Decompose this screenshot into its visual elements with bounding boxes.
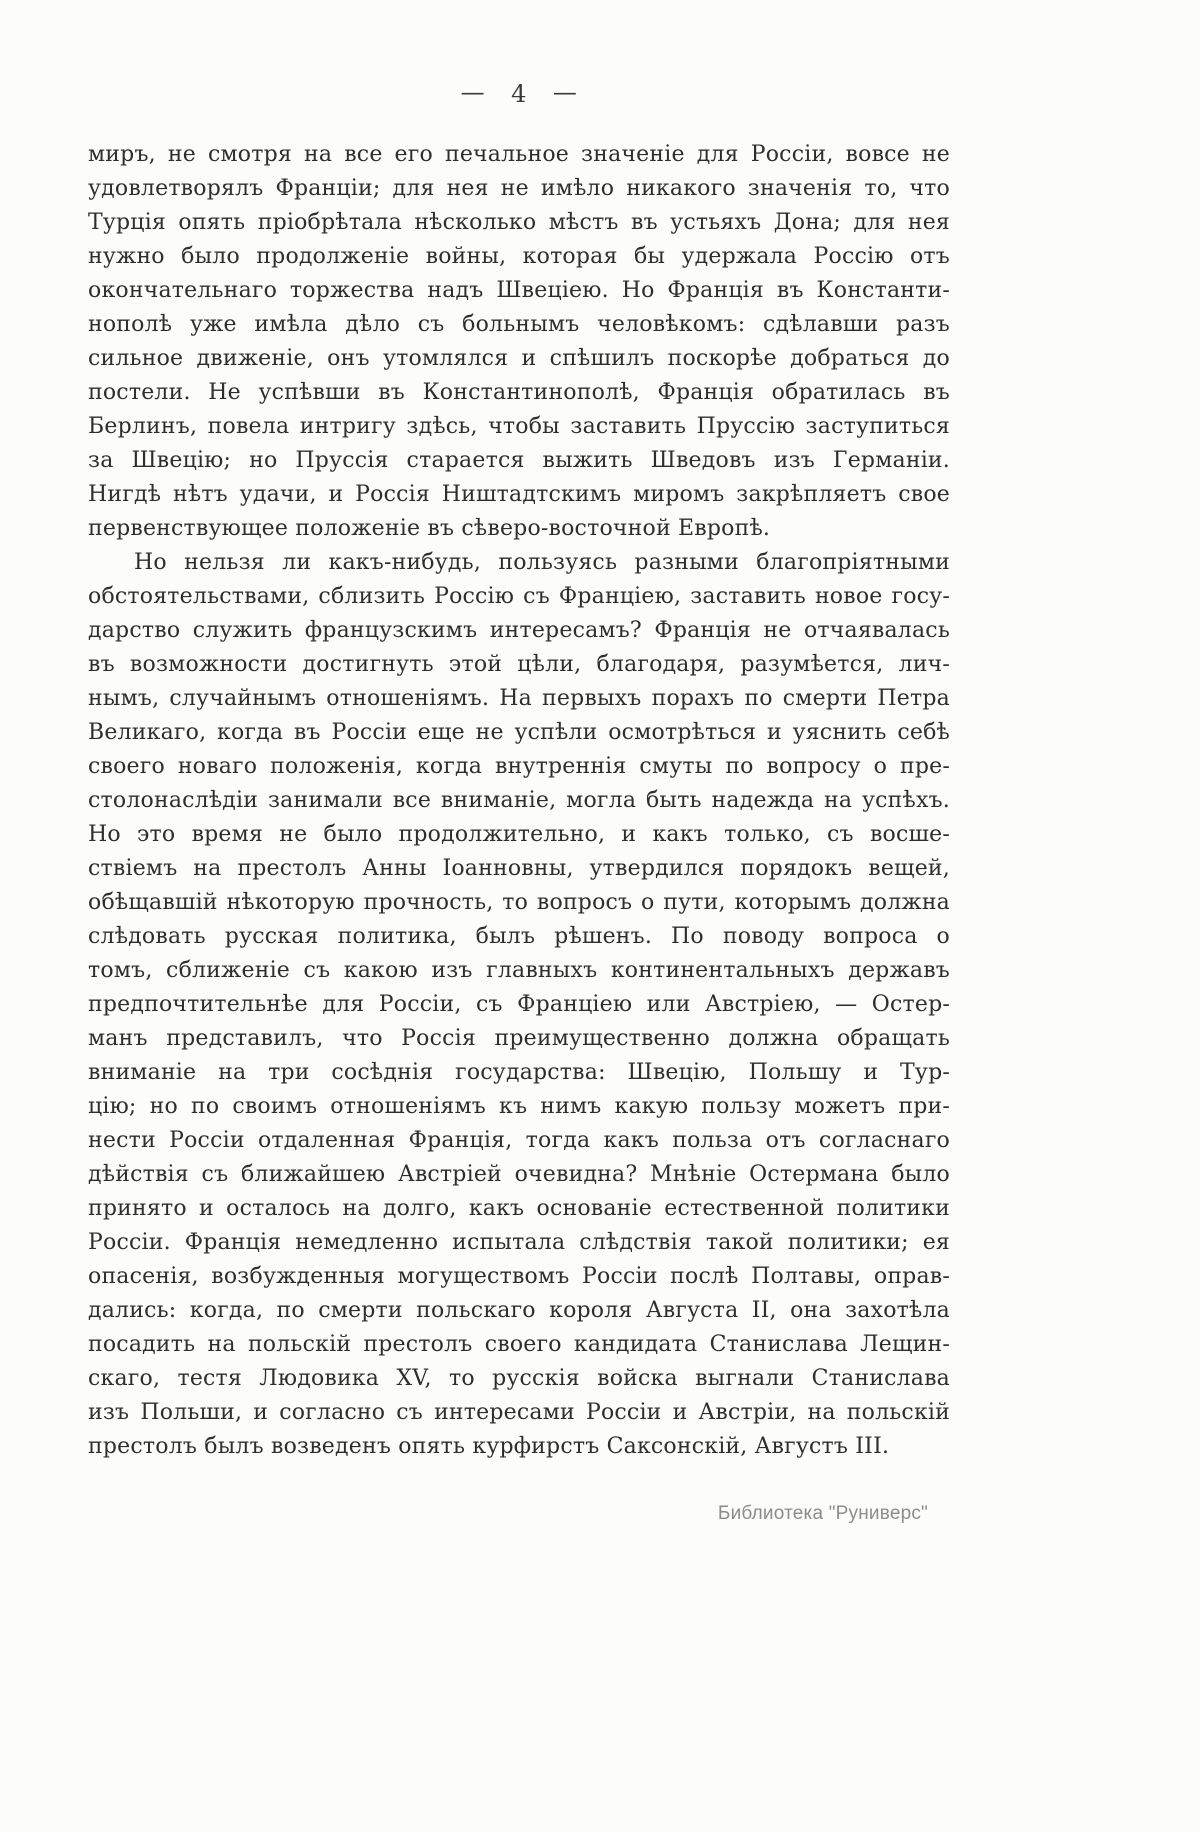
text-line: принято и осталось на долго, какъ основаніе естественной политики [88, 1196, 950, 1221]
text-line: нужно было продолженіе войны, которая бы удержала Россію отъ [88, 244, 950, 269]
text-line: скаго, тестя Людовика XV, то русскія войска выгнали Станислава [88, 1366, 950, 1391]
text-line: Великаго, когда въ Россіи еще не успѣли осмотрѣться и уяснить себѣ [88, 720, 950, 745]
text-line: сильное движеніе, онъ утомлялся и спѣшилъ поскорѣе добраться до [88, 346, 950, 371]
text-line: окончательнаго торжества надъ Швеціею. Но Франція въ Константи- [88, 278, 950, 303]
text-line: обстоятельствами, сблизить Россію съ Франціею, заставить новое госу- [88, 584, 950, 609]
text-line: удовлетворялъ Франціи; для нея не имѣло никакого значенія то, что [88, 176, 950, 201]
text-line: обѣщавшій нѣкоторую прочность, то вопросъ о пути, которымъ должна [88, 890, 950, 915]
header-rule-left: — [460, 78, 486, 106]
text-line: дались: когда, по смерти польскаго короля Августа II, она захотѣла [88, 1298, 950, 1323]
text-line: Берлинъ, повела интригу здѣсь, чтобы заставить Пруссію заступиться [88, 414, 950, 439]
text-line: цію; но по своимъ отношеніямъ къ нимъ какую пользу можетъ при- [88, 1094, 950, 1119]
text-block [88, 138, 950, 1464]
text-line: престолъ былъ возведенъ опять курфирстъ Саксонскій, Августъ III. [88, 1434, 890, 1459]
text-line: Нигдѣ нѣтъ удачи, и Россія Ништадтскимъ миромъ закрѣпляетъ свое [88, 482, 950, 507]
text-line: Россіи. Франція немедленно испытала слѣдствія такой политики; ея [88, 1230, 950, 1255]
text-line: Но это время не было продолжительно, и какъ только, съ восше- [88, 822, 950, 847]
text-line: за Швецію; но Пруссія старается выжить Шведовъ изъ Германіи. [88, 448, 950, 473]
header-rule-right: — [552, 78, 578, 106]
text-line: столонаслѣдіи занимали все вниманіе, могла быть надежда на успѣхъ. [88, 788, 950, 813]
text-line: нымъ, случайнымъ отношеніямъ. На первыхъ порахъ по смерти Петра [88, 686, 950, 711]
text-line: вниманіе на три сосѣднія государства: Швецію, Польшу и Тур- [88, 1060, 950, 1085]
text-line: посадить на польскій престолъ своего кандидата Станислава Лещин- [88, 1332, 950, 1357]
text-line: дѣйствія съ ближайшею Австріей очевидна? Мнѣніе Остермана было [88, 1162, 950, 1187]
text-line: томъ, сближеніе съ какою изъ главныхъ континентальныхъ державъ [88, 958, 950, 983]
page-header [88, 80, 950, 108]
text-line: слѣдовать русская политика, былъ рѣшенъ. По поводу вопроса о [88, 924, 950, 949]
text-line: нести Россіи отдаленная Франція, тогда какъ польза отъ согласнаго [88, 1128, 950, 1153]
text-line: своего новаго положенія, когда внутреннія смуты по вопросу о пре- [88, 754, 950, 779]
text-line: изъ Польши, и согласно съ интересами Россіи и Австріи, на польскій [88, 1400, 950, 1425]
text-line: дарство служить французскимъ интересамъ? Франція не отчаявалась [88, 618, 950, 643]
text-line: постели. Не успѣвши въ Константинополѣ, Франція обратилась въ [88, 380, 950, 405]
paragraph [88, 546, 950, 1464]
text-line: нополѣ уже имѣла дѣло съ больнымъ человѣкомъ: сдѣлавши разъ [88, 312, 950, 337]
text-line: опасенія, возбужденныя могуществомъ Россіи послѣ Полтавы, оправ- [88, 1264, 950, 1289]
text-line: Но нельзя ли какъ-нибудь, пользуясь разными благопріятными [134, 550, 950, 575]
text-line: въ возможности достигнуть этой цѣли, благодаря, разумѣется, лич- [88, 652, 950, 677]
text-line: ствіемъ на престолъ Анны Іоанновны, утвердился порядокъ вещей, [88, 856, 950, 881]
paragraph [88, 138, 950, 546]
library-watermark: Библиотека "Руниверс" [717, 1503, 928, 1524]
text-line: миръ, не смотря на все его печальное значеніе для Россіи, вовсе не [88, 142, 950, 167]
page-number: 4 [511, 80, 527, 108]
text-line: манъ представилъ, что Россія преимущественно должна обращать [88, 1026, 950, 1051]
text-line: предпочтительнѣе для Россіи, съ Франціею или Австріею, — Остер- [88, 992, 950, 1017]
text-line: Турція опять пріобрѣтала нѣсколько мѣстъ въ устьяхъ Дона; для нея [88, 210, 950, 235]
text-line: первенствующее положеніе въ сѣверо-восточной Европѣ. [88, 516, 771, 541]
